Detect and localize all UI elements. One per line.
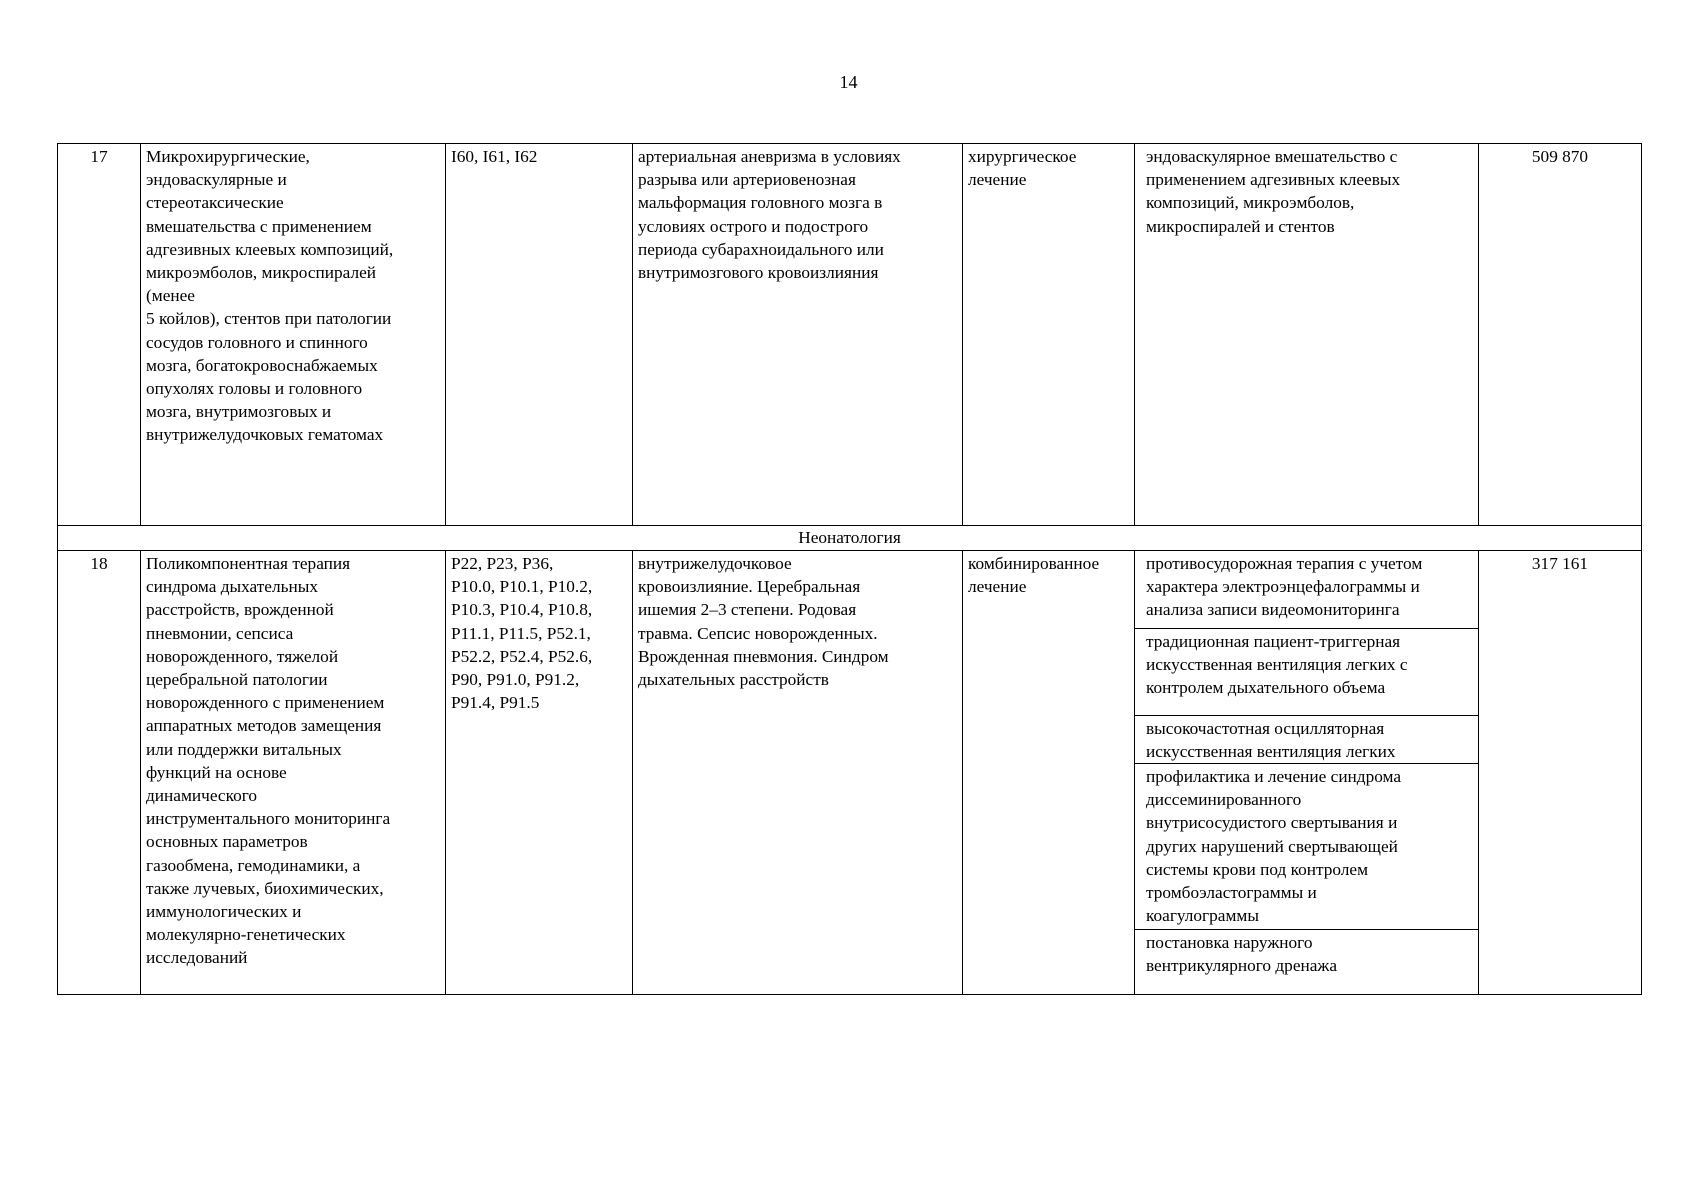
treatment-method: высокочастотная осцилляторная искусственная вентиляция легких (1135, 716, 1478, 764)
treatment-method: эндоваскулярное вмешательство с применением адгезивных клеевых композиций, микроэмболов, микроспиралей и стентов (1135, 144, 1479, 526)
icd-codes: I60, I61, I62 (446, 144, 633, 526)
page-number: 14 (839, 72, 858, 92)
icd-codes: P22, P23, P36, P10.0, P10.1, P10.2, P10.3, P10.4, P10.8, P11.1, P11.5, P52.1, P52.2, P52.4, P52.6, P90, P91.0, P91.2, P91.4, P91.5 (446, 551, 633, 995)
table-row-18 (58, 551, 1642, 995)
patient-model: внутрижелудочковое кровоизлияние. Церебральная ишемия 2–3 степени. Родовая травма. Сепсис новорожденных. Врожденная пневмония. Синдром дыхательных расстройств (633, 551, 963, 995)
cost-value: 509 870 (1479, 144, 1642, 526)
table-row-17 (58, 144, 1642, 526)
row-number: 18 (58, 551, 141, 995)
treatment-method: профилактика и лечение синдрома диссеминированного внутрисосудистого свертывания и других нарушений свертывающей системы крови под контролем тромбоэластограммы и коагулограммы (1135, 764, 1478, 930)
patient-model: артериальная аневризма в условиях разрыва или артериовенозная мальформация головного мозга в условиях острого и подострого периода субарахноидального или внутримозгового кровоизлияния (633, 144, 963, 526)
procedure-name: Микрохирургические, эндоваскулярные и стереотаксические вмешательства с применением адгезивных клеевых композиций, микроэмболов, микроспиралей (менее 5 койлов), стентов при патологии сосудов головного и спинного мозга, богатокровоснабжаемых опухолях головы и головного мозга, внутримозговых и внутрижелудочковых гематомах (141, 144, 446, 526)
treatment-methods-list (1135, 551, 1479, 995)
treatment-type: комбинированное лечение (963, 551, 1135, 995)
treatment-type: хирургическое лечение (963, 144, 1135, 526)
cost-value: 317 161 (1479, 551, 1642, 995)
procedure-name: Поликомпонентная терапия синдрома дыхательных расстройств, врожденной пневмонии, сепсиса новорожденного, тяжелой церебральной патологии новорожденного с применением аппаратных методов замещения или поддержки витальных функций на основе динамического инструментального мониторинга основных параметров газообмена, гемодинамики, а также лучевых, биохимических, иммунологических и молекулярно-генетических исследований (141, 551, 446, 995)
section-row (58, 526, 1642, 551)
section-title: Неонатология (58, 526, 1642, 551)
row-number: 17 (58, 144, 141, 526)
treatment-method: традиционная пациент-триггерная искусственная вентиляция легких с контролем дыхательного объема (1135, 629, 1478, 716)
treatment-method: постановка наружного вентрикулярного дренажа (1146, 933, 1338, 976)
treatment-method: противосудорожная терапия с учетом характера электроэнцефалограммы и анализа записи видеомониторинга (1135, 551, 1478, 629)
procedures-table (57, 143, 1642, 995)
